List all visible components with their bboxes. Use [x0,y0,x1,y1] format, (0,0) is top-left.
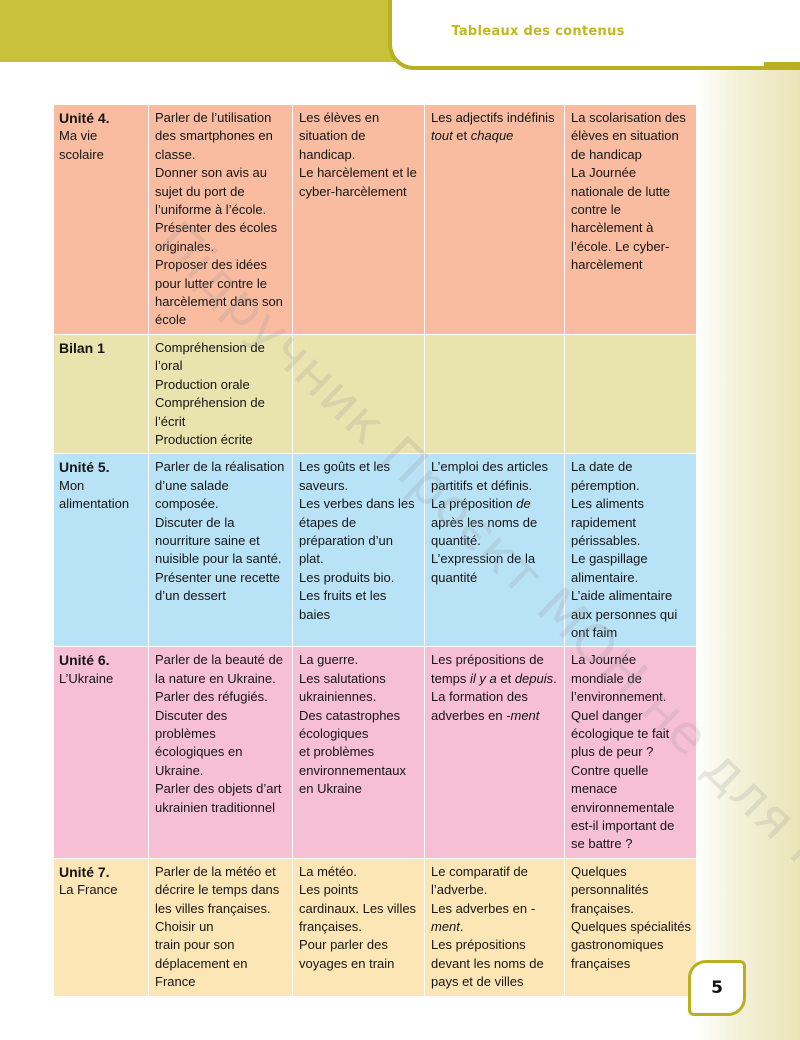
unit-cell [54,647,149,858]
contents-table-body [54,105,697,997]
content-cell: Parler de la réalisation d’une salade composée. Discuter de la nourriture saine et nuisible pour la santé. Présenter une recette d’un dessert [149,454,293,647]
unit-cell [54,858,149,996]
unit-cell [54,105,149,335]
grammar-cell: Les prépositions de temps il y a et depuis. La formation des adverbes en -ment [425,647,565,858]
unit-title: Unité 6. [59,652,110,669]
culture-cell: La scolarisation des élèves en situation de handicap La Journée nationale de lutte contre le harcèlement à l’école. Le cyber-harcèlement [565,105,697,335]
content-cell: Parler de l’utilisation des smartphones en classe. Donner son avis au sujet du port de l’uniforme à l’école. Présenter des écoles originales. Proposer des idées pour lutter contre le harcèlement dans son école [149,105,293,335]
unit-title: Unité 4. [59,110,110,126]
contents-table [53,104,697,997]
table-row [54,334,697,453]
culture-cell: La date de péremption. Les aliments rapidement périssables. Le gaspillage alimentaire. L’aide alimentaire aux personnes qui ont faim [565,454,697,647]
unit-cell [54,454,149,647]
culture-cell: Quelques personnalités françaises. Quelques spécialités gastronomiques françaises [565,858,697,996]
watermark: Підручник Проєкт МОН не [145,210,721,769]
unit-subtitle: Ma vie scolaire [59,128,104,162]
page-number: 5 [688,960,746,1016]
table-row [54,105,697,335]
page-header-title: Tableaux des contenus [451,24,625,39]
grammar-cell: Les adjectifs indéfinis tout et chaque [425,105,565,335]
grammar-cell [425,334,565,453]
content-cell: Les élèves en situation de handicap. Le harcèlement et le cyber-harcèlement [293,105,425,335]
table-row [54,454,697,647]
grammar-cell: Le comparatif de l’adverbe. Les adverbes en -ment. Les prépositions devant les noms de pays et de villes [425,858,565,996]
content-cell: Les goûts et les saveurs. Les verbes dans les étapes de préparation d’un plat. Les produits bio. Les fruits et les baies [293,454,425,647]
grammar-cell: L’emploi des articles partitifs et définis. La préposition de après les noms de quantité. L’expression de la quantité [425,454,565,647]
unit-subtitle: L’Ukraine [59,670,114,686]
page-edge-decoration [696,62,800,1040]
unit-cell [54,334,149,453]
unit-subtitle: La France [59,882,118,898]
content-cell: Parler de la météo et décrire le temps dans les villes françaises. Choisir un train pour son déplacement en France [149,858,293,996]
culture-cell: La Journée mondiale de l’environnement. Quel danger écologique te fait plus de peur ? Contre quelle menace environnementale est-il important de se battre ? [565,647,697,858]
content-cell: Parler de la beauté de la nature en Ukraine. Parler des réfugiés. Discuter des problèmes écologiques en Ukraine. Parler des objets d’art ukrainien traditionnel [149,647,293,858]
table-row [54,647,697,858]
content-cell: La guerre. Les salutations ukrainiennes. Des catastrophes écologiques et problèmes environnementaux en Ukraine [293,647,425,858]
unit-title: Unité 5. [59,459,110,476]
unit-title: Bilan 1 [59,339,105,356]
table-row [54,858,697,996]
content-cell: La météo. Les points cardinaux. Les villes françaises. Pour parler des voyages en train [293,858,425,996]
unit-title: Unité 7. [59,863,110,880]
content-cell: Compréhension de l’oral Production orale Compréhension de l’écrit Production écrite [149,334,293,453]
content-cell [293,334,425,453]
culture-cell [565,334,697,453]
unit-subtitle: Mon alimentation [59,477,130,512]
